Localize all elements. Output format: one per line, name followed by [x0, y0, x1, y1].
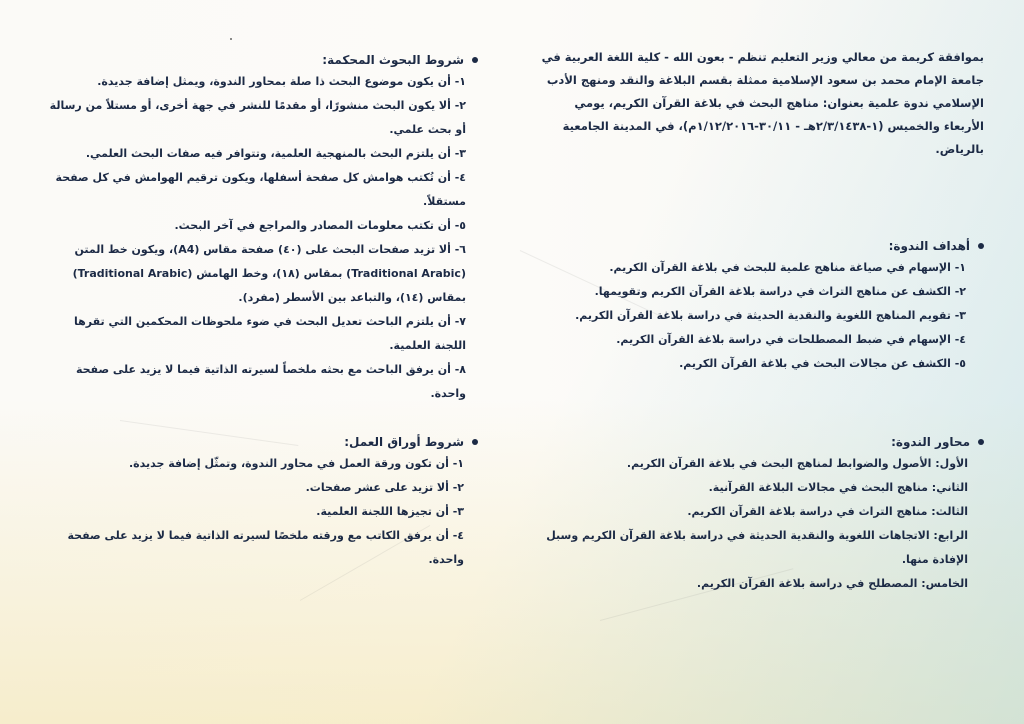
papers-list [48, 452, 478, 572]
speck [230, 38, 232, 40]
list-item: ١- أن تكون ورقة العمل في محاور الندوة، وتمثّل إضافة جديدة. [128, 457, 464, 470]
axes-title: محاور الندوة: [891, 435, 970, 449]
bullet-icon [472, 439, 478, 445]
list-item: ٥- الكشف عن مجالات البحث في بلاغة القرآن الكريم. [679, 357, 966, 370]
list-item: ٤- أن يرفق الكاتب مع ورقته ملخصًا لسيرته الذاتية فيما لا يزيد على صفحة واحدة. [67, 529, 464, 566]
list-item: ٥- أن تكتب معلومات المصادر والمراجع في آخر البحث. [174, 219, 466, 232]
goals-heading [540, 236, 984, 256]
list-item: ٤- الإسهام في ضبط المصطلحات في دراسة بلاغة القرآن الكريم. [616, 333, 966, 346]
bullet-icon [978, 243, 984, 249]
goals-title: أهداف الندوة: [888, 239, 970, 253]
list-item: ١- أن يكون موضوع البحث ذا صلة بمحاور الندوة، ويمثل إضافة جديدة. [97, 75, 466, 88]
papers-title: شروط أوراق العمل: [344, 435, 464, 449]
goals-list [540, 256, 984, 376]
list-item: ٢- ألا تزيد على عشر صفحات. [305, 481, 464, 494]
list-item: ٧- أن يلتزم الباحث تعديل البحث في ضوء ملحوظات المحكمين التي تقرها اللجنة العلمية. [74, 315, 466, 352]
list-item: الأول: الأصول والضوابط لمناهج البحث في بلاغة القرآن الكريم. [626, 457, 968, 470]
axes-section [540, 432, 984, 596]
list-item: ١- الإسهام في صياغة مناهج علمية للبحث في بلاغة القرآن الكريم. [609, 261, 966, 274]
list-item: ٣- تقويم المناهج اللغوية والنقدية الحديثة في دراسة بلاغة القرآن الكريم. [575, 309, 966, 322]
research-list [48, 70, 478, 406]
papers-heading [48, 432, 478, 452]
list-item: ٨- أن يرفق الباحث مع بحثه ملخصاً لسيرته الذاتية فيما لا يزيد على صفحة واحدة. [75, 363, 466, 400]
intro-paragraph: بموافقة كريمة من معالي وزير التعليم تنظم - بعون الله - كلية اللغة العربية في جامعة الإمام محمد بن سعود الإسلامية ممثلة بقسم البلاغة والنقد ومنهج الأدب الإسلامي ندوة علمية بعنوان: مناهج البحث في بلاغة القرآن الكريم، يومي الأربعاء والخميس (١-٢/٣/١٤٣٨هـ - ٣٠/١١-١/١٢/٢٠١٦م)، في المدينة الجامعية بالرياض. [541, 50, 984, 156]
list-item: ٣- أن تجيزها اللجنة العلمية. [316, 505, 464, 518]
list-item: ٣- أن يلتزم البحث بالمنهجية العلمية، وتتوافر فيه صفات البحث العلمي. [85, 147, 466, 160]
right-column [540, 46, 984, 161]
papers-section [48, 432, 478, 572]
list-item: ٢- ألا يكون البحث منشورًا، أو مقدمًا للنشر في جهة أخرى، أو مستلاً من رسالة أو بحث علمي. [49, 99, 466, 136]
list-item: ٦- ألا تزيد صفحات البحث على (٤٠) صفحة مقاس (A4)، ويكون خط المتن (Traditional Arabic) بمقاس (١٨)، وخط الهامش (Traditional Arabic) بمقاس (١٤)، والتباعد بين الأسطر (مفرد). [72, 243, 466, 304]
bullet-icon [472, 57, 478, 63]
research-title: شروط البحوث المحكمة: [322, 53, 464, 67]
goals-section [540, 236, 984, 376]
list-item: ٢- الكشف عن مناهج التراث في دراسة بلاغة القرآن الكريم وتقويمها. [594, 285, 966, 298]
axes-heading [540, 432, 984, 452]
research-section [48, 50, 478, 406]
axes-list [540, 452, 984, 596]
bullet-icon [978, 439, 984, 445]
list-item: الرابع: الاتجاهات اللغوية والنقدية الحديثة في دراسة بلاغة القرآن الكريم وسبل الإفادة منها. [546, 529, 968, 566]
list-item: ٤- أن تُكتب هوامش كل صفحة أسفلها، ويكون ترقيم الهوامش في كل صفحة مستقلاً. [55, 171, 466, 208]
list-item: الخامس: المصطلح في دراسة بلاغة القرآن الكريم. [696, 577, 968, 590]
list-item: الثالث: مناهج التراث في دراسة بلاغة القرآن الكريم. [687, 505, 968, 518]
list-item: الثاني: مناهج البحث في مجالات البلاغة القرآنية. [708, 481, 968, 494]
research-heading [48, 50, 478, 70]
